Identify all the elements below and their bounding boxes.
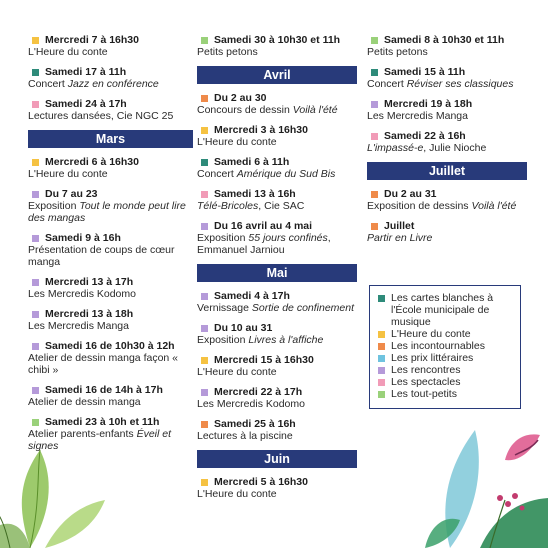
category-square-icon	[201, 479, 208, 486]
event-date: Mercredi 6 à 16h30	[45, 156, 139, 168]
category-square-icon	[371, 37, 378, 44]
event-description	[28, 352, 193, 376]
event-date-row	[28, 188, 193, 200]
event-description-text: , Emmanuel Jarniou	[197, 232, 331, 256]
category-square-icon	[32, 191, 39, 198]
month-header-mars: Mars	[28, 130, 193, 148]
event-item	[197, 188, 357, 212]
legend-label: Les cartes blanches à l'École municipale de musique	[391, 292, 494, 328]
category-square-icon	[371, 223, 378, 230]
event-description-text: , Julie Nioche	[423, 142, 487, 154]
legend-square-icon	[378, 295, 385, 302]
legend-label: Les rencontres	[391, 364, 461, 376]
event-list	[197, 34, 357, 58]
category-square-icon	[32, 387, 39, 394]
event-description	[28, 244, 193, 268]
event-description	[197, 398, 357, 410]
event-date: Samedi 16 de 10h30 à 12h	[45, 340, 175, 352]
event-item	[28, 66, 193, 90]
event-date: Samedi 16 de 14h à 17h	[45, 384, 163, 396]
event-item	[197, 290, 357, 314]
event-date: Samedi 17 à 11h	[45, 66, 127, 78]
event-title-italic: Amérique du Sud Bis	[236, 168, 336, 180]
category-square-icon	[201, 191, 208, 198]
event-list	[197, 476, 357, 500]
event-date: Samedi 13 à 16h	[214, 188, 296, 200]
event-item	[197, 156, 357, 180]
category-square-icon	[201, 159, 208, 166]
event-date: Samedi 15 à 11h	[384, 66, 466, 78]
event-item	[197, 220, 357, 256]
event-item	[28, 340, 193, 376]
month-header-avril: Avril	[197, 66, 357, 84]
event-title-italic: Réviser ses classiques	[406, 78, 514, 90]
event-date-row	[197, 34, 357, 46]
legend-square-icon	[378, 331, 385, 338]
legend-square-icon	[378, 367, 385, 374]
event-title-italic: Sortie de confinement	[251, 302, 355, 314]
event-date-row	[28, 340, 193, 352]
event-date-row	[197, 418, 357, 430]
column-1	[28, 34, 193, 460]
event-description-text: Concert	[367, 78, 407, 90]
category-square-icon	[32, 343, 39, 350]
category-square-icon	[371, 101, 378, 108]
event-description-text: Atelier de dessin manga façon « chibi »	[28, 352, 179, 376]
legend-label: Les spectacles	[391, 376, 461, 388]
event-date-row	[28, 384, 193, 396]
event-date: Samedi 9 à 16h	[45, 232, 121, 244]
category-square-icon	[32, 37, 39, 44]
event-item	[367, 34, 527, 58]
event-item	[197, 386, 357, 410]
event-description	[197, 302, 357, 314]
event-item	[197, 34, 357, 58]
event-date: Du 16 avril au 4 mai	[214, 220, 313, 232]
event-date: Du 7 au 23	[45, 188, 98, 200]
event-title-italic: Jazz en conférence	[67, 78, 159, 90]
event-item	[28, 98, 193, 122]
event-item	[197, 92, 357, 116]
event-description	[197, 46, 357, 58]
event-date: Mercredi 7 à 16h30	[45, 34, 139, 46]
category-square-icon	[32, 235, 39, 242]
month-header-juin: Juin	[197, 450, 357, 468]
event-item	[28, 308, 193, 332]
event-description-text: Vernissage	[197, 302, 252, 314]
category-square-icon	[371, 69, 378, 76]
event-date: Juillet	[384, 220, 415, 232]
event-date-row	[28, 232, 193, 244]
legend-item	[378, 292, 514, 328]
category-square-icon	[32, 311, 39, 318]
event-item	[28, 232, 193, 268]
event-description	[197, 334, 357, 346]
event-item	[197, 322, 357, 346]
event-description-text: Concert	[28, 78, 68, 90]
event-date: Samedi 25 à 16h	[214, 418, 296, 430]
event-description-text: Lectures à la piscine	[197, 430, 293, 442]
column-3	[367, 34, 527, 252]
event-date-row	[367, 220, 527, 232]
event-item	[28, 34, 193, 58]
category-square-icon	[371, 191, 378, 198]
legend-item	[378, 352, 514, 364]
event-description-text: Lectures dansées, Cie NGC 25	[28, 110, 174, 122]
event-title-italic: 55 jours confinés	[248, 232, 328, 244]
event-date: Mercredi 19 à 18h	[384, 98, 473, 110]
event-description	[367, 232, 527, 244]
event-item	[367, 220, 527, 244]
category-square-icon	[32, 159, 39, 166]
event-list	[28, 156, 193, 452]
event-description	[197, 104, 357, 116]
event-description	[367, 142, 527, 154]
category-square-icon	[32, 279, 39, 286]
event-description-text: Exposition de dessins	[367, 200, 472, 212]
event-date-row	[28, 66, 193, 78]
category-square-icon	[201, 389, 208, 396]
category-square-icon	[201, 223, 208, 230]
event-description	[197, 200, 357, 212]
event-title-italic: L'impassé-e	[367, 142, 424, 154]
event-description-text: Exposition	[28, 200, 80, 212]
event-description-text: Les Mercredis Manga	[367, 110, 468, 122]
category-square-icon	[32, 101, 39, 108]
event-description	[28, 320, 193, 332]
event-list	[367, 34, 527, 154]
leaf-illustration-left	[0, 445, 110, 548]
event-date-row	[28, 98, 193, 110]
event-date-row	[28, 34, 193, 46]
event-description	[367, 200, 527, 212]
event-date-row	[367, 98, 527, 110]
category-square-icon	[201, 293, 208, 300]
flower-illustration-right	[420, 420, 548, 548]
event-date-row	[197, 220, 357, 232]
event-date-row	[197, 290, 357, 302]
event-description-text: Concert	[197, 168, 237, 180]
legend-label: L'Heure du conte	[391, 328, 471, 340]
legend-label: Les tout-petits	[391, 388, 457, 400]
event-description-text: L'Heure du conte	[197, 136, 277, 148]
event-list	[367, 188, 527, 244]
event-description-text: Les Mercredis Kodomo	[28, 288, 136, 300]
column-2	[197, 34, 357, 508]
event-description	[28, 200, 193, 224]
legend-label: Les incontournables	[391, 340, 485, 352]
event-description-text: Atelier parents-enfants	[28, 428, 137, 440]
event-date-row	[28, 308, 193, 320]
legend-square-icon	[378, 355, 385, 362]
event-description-text: L'Heure du conte	[28, 168, 108, 180]
event-item	[367, 98, 527, 122]
month-header-juillet: Juillet	[367, 162, 527, 180]
event-description	[28, 396, 193, 408]
event-date: Mercredi 15 à 16h30	[214, 354, 314, 366]
event-date-row	[28, 416, 193, 428]
category-square-icon	[201, 421, 208, 428]
event-date-row	[197, 92, 357, 104]
event-date: Mercredi 22 à 17h	[214, 386, 303, 398]
event-date: Mercredi 13 à 18h	[45, 308, 134, 320]
category-square-icon	[371, 133, 378, 140]
category-square-icon	[32, 419, 39, 426]
event-description	[28, 46, 193, 58]
legend-square-icon	[378, 379, 385, 386]
event-date-row	[197, 156, 357, 168]
legend-label: Les prix littéraires	[391, 352, 474, 364]
event-description-text: Petits petons	[197, 46, 258, 58]
event-title-italic: Livres à l'affiche	[248, 334, 324, 346]
event-date-row	[197, 354, 357, 366]
event-item	[367, 188, 527, 212]
event-date: Samedi 8 à 10h30 et 11h	[384, 34, 505, 46]
event-description-text: Les Mercredis Manga	[28, 320, 129, 332]
event-description	[197, 430, 357, 442]
event-description-text: Exposition	[197, 232, 249, 244]
legend-item	[378, 364, 514, 376]
event-date: Du 10 au 31	[214, 322, 273, 334]
event-item	[197, 476, 357, 500]
event-description	[28, 110, 193, 122]
legend-square-icon	[378, 391, 385, 398]
event-description	[197, 136, 357, 148]
event-item	[197, 418, 357, 442]
event-description-text: L'Heure du conte	[197, 366, 277, 378]
event-date: Samedi 4 à 17h	[214, 290, 290, 302]
event-date: Samedi 23 à 10h et 11h	[45, 416, 160, 428]
legend-box	[369, 285, 521, 409]
event-description	[197, 168, 357, 180]
event-date: Mercredi 5 à 16h30	[214, 476, 308, 488]
legend-item	[378, 340, 514, 352]
event-title-italic: Voilà l'été	[471, 200, 517, 212]
event-date: Mercredi 13 à 17h	[45, 276, 134, 288]
event-date: Samedi 6 à 11h	[214, 156, 290, 168]
event-description-text: L'Heure du conte	[197, 488, 277, 500]
event-date: Mercredi 3 à 16h30	[214, 124, 308, 136]
event-description	[197, 232, 357, 256]
legend-item	[378, 388, 514, 400]
event-date-row	[197, 386, 357, 398]
event-description-text: Présentation de coups de cœur manga	[28, 244, 175, 268]
event-item	[197, 354, 357, 378]
event-title-italic: Télé-Bricoles	[197, 200, 259, 212]
event-item	[367, 130, 527, 154]
month-header-mai: Mai	[197, 264, 357, 282]
event-title-italic: Tout le monde peut lire des mangas	[28, 200, 186, 224]
category-square-icon	[201, 127, 208, 134]
category-square-icon	[201, 357, 208, 364]
event-item	[367, 66, 527, 90]
event-date-row	[367, 34, 527, 46]
event-description	[367, 78, 527, 90]
legend-item	[378, 376, 514, 388]
event-list	[197, 92, 357, 256]
category-square-icon	[201, 95, 208, 102]
event-description-text: Petits petons	[367, 46, 428, 58]
event-description-text: , Cie SAC	[258, 200, 305, 212]
event-description	[28, 288, 193, 300]
event-date-row	[28, 156, 193, 168]
event-description-text: Atelier de dessin manga	[28, 396, 141, 408]
legend-square-icon	[378, 343, 385, 350]
event-date-row	[197, 476, 357, 488]
event-date: Samedi 22 à 16h	[384, 130, 466, 142]
event-date-row	[197, 322, 357, 334]
category-square-icon	[32, 69, 39, 76]
event-description	[28, 78, 193, 90]
event-description	[197, 488, 357, 500]
category-square-icon	[201, 37, 208, 44]
event-item	[28, 156, 193, 180]
event-description-text: L'Heure du conte	[28, 46, 108, 58]
event-item	[28, 276, 193, 300]
event-description	[367, 110, 527, 122]
event-date-row	[367, 130, 527, 142]
event-title-italic: Éveil et signes	[28, 428, 171, 452]
event-item	[197, 124, 357, 148]
legend-item	[378, 328, 514, 340]
event-description-text: Concours de dessin	[197, 104, 293, 116]
event-date-row	[197, 188, 357, 200]
event-description	[197, 366, 357, 378]
event-list	[197, 290, 357, 442]
category-square-icon	[201, 325, 208, 332]
event-description-text: Les Mercredis Kodomo	[197, 398, 305, 410]
event-title-italic: Voilà l'été	[292, 104, 338, 116]
event-title-italic: Partir en Livre	[367, 232, 433, 244]
event-date: Samedi 30 à 10h30 et 11h	[214, 34, 341, 46]
event-date-row	[367, 66, 527, 78]
event-description-text: Exposition	[197, 334, 249, 346]
event-date-row	[197, 124, 357, 136]
event-date-row	[28, 276, 193, 288]
event-item	[28, 384, 193, 408]
event-list	[28, 34, 193, 122]
event-date-row	[367, 188, 527, 200]
event-description	[367, 46, 527, 58]
event-description	[28, 168, 193, 180]
event-date: Du 2 au 30	[214, 92, 267, 104]
event-item	[28, 188, 193, 224]
event-date: Du 2 au 31	[384, 188, 437, 200]
event-date: Samedi 24 à 17h	[45, 98, 127, 110]
